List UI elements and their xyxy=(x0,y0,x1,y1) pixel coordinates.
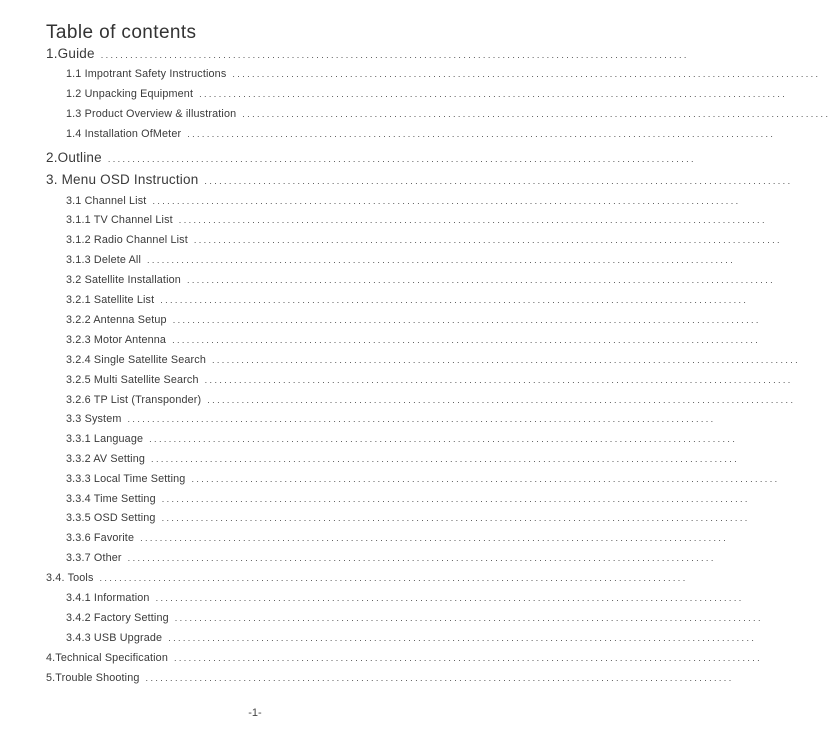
toc-entry xyxy=(66,453,740,465)
toc-entry xyxy=(46,572,688,584)
toc-dot-leader: ........................................................................................................................ xyxy=(204,176,793,186)
toc-dot-leader: ........................................................................................................................ xyxy=(161,513,750,523)
toc-entry-label: 3.2 Satellite Installation xyxy=(66,274,181,286)
toc-dot-leader: ........................................................................................................................ xyxy=(161,494,750,504)
toc-entry xyxy=(66,592,744,604)
toc-entry-label: 4.Technical Specification xyxy=(46,652,168,664)
toc-dot-leader: ........................................................................................................................ xyxy=(193,235,782,245)
toc-entry-label: 3.2.5 Multi Satellite Search xyxy=(66,374,199,386)
toc-dot-leader: ........................................................................................................................ xyxy=(152,196,741,206)
toc-entry xyxy=(46,172,793,187)
toc-entry-label: 3.3.2 AV Setting xyxy=(66,453,146,465)
toc-entry xyxy=(66,214,767,226)
toc-dot-leader: ........................................................................................................................ xyxy=(155,593,744,603)
toc-entry xyxy=(66,128,776,140)
toc-dot-leader: ........................................................................................................................ xyxy=(172,335,761,345)
toc-entry xyxy=(66,413,716,425)
toc-entry xyxy=(66,433,738,445)
toc-dot-leader: ........................................................................................................................ xyxy=(191,474,780,484)
toc-entry-label: 3.2.3 Motor Antenna xyxy=(66,334,167,346)
toc-dot-leader: ........................................................................................................................ xyxy=(207,395,796,405)
toc-dot-leader: ........................................................................................................................ xyxy=(186,275,775,285)
toc-entry-label: 3.2.6 TP List (Transponder) xyxy=(66,394,202,406)
page-title: Table of contents xyxy=(46,22,197,43)
toc-entry-label: 3.3.5 OSD Setting xyxy=(66,512,156,524)
toc-dot-leader: ........................................................................................................................ xyxy=(174,613,763,623)
toc-dot-leader: ........................................................................................................................ xyxy=(127,414,716,424)
toc-dot-leader: ........................................................................................................................ xyxy=(147,255,736,265)
toc-entry xyxy=(66,88,788,100)
toc-dot-leader: ........................................................................................................................ xyxy=(242,109,830,119)
toc-entry xyxy=(66,552,716,564)
toc-entry xyxy=(66,374,793,386)
toc-dot-leader: ........................................................................................................................ xyxy=(151,454,740,464)
toc-entry xyxy=(66,195,741,207)
toc-dot-leader: ........................................................................................................................ xyxy=(172,315,761,325)
toc-entry-label: 3. Menu OSD Instruction xyxy=(46,172,199,187)
toc-entry xyxy=(66,612,763,624)
toc-entry-label: 3.4.3 USB Upgrade xyxy=(66,632,163,644)
toc-entry-label: 3.3.3 Local Time Setting xyxy=(66,473,186,485)
toc-entry-label: 3.3 System xyxy=(66,413,122,425)
toc-entry-label: 1.2 Unpacking Equipment xyxy=(66,88,194,100)
toc-entry-label: 1.1 Impotrant Safety Instructions xyxy=(66,68,227,80)
toc-entry-label: 5.Trouble Shooting xyxy=(46,672,140,684)
toc-entry xyxy=(66,354,801,366)
toc-entry xyxy=(46,150,696,165)
toc-entry xyxy=(66,234,782,246)
toc-entry-label: 3.2.1 Satellite List xyxy=(66,294,155,306)
toc-entry-label: 1.3 Product Overview & illustration xyxy=(66,108,237,120)
toc-dot-leader: ........................................................................................................................ xyxy=(127,553,716,563)
toc-dot-leader: ........................................................................................................................ xyxy=(99,573,688,583)
toc-entry-label: 3.4.1 Information xyxy=(66,592,150,604)
toc-entry xyxy=(66,314,761,326)
toc-entry-label: 3.2.4 Single Satellite Search xyxy=(66,354,206,366)
toc-entry-label: 2.Outline xyxy=(46,150,102,165)
toc-dot-leader: ........................................................................................................................ xyxy=(212,355,801,365)
toc-entry-label: 3.1.1 TV Channel List xyxy=(66,214,173,226)
toc-entry-label: 3.3.4 Time Setting xyxy=(66,493,156,505)
page-number: -1- xyxy=(248,707,262,719)
toc-dot-leader: ........................................................................................................................ xyxy=(199,89,788,99)
toc-dot-leader: ........................................................................................................................ xyxy=(100,50,689,60)
toc-entry-label: 1.Guide xyxy=(46,46,95,61)
toc-entry xyxy=(66,68,821,80)
toc-dot-leader: ........................................................................................................................ xyxy=(145,673,734,683)
toc-dot-leader: ........................................................................................................................ xyxy=(187,129,776,139)
toc-dot-leader: ........................................................................................................................ xyxy=(204,375,793,385)
toc-entry xyxy=(66,512,750,524)
toc-entry xyxy=(66,394,796,406)
toc-entry-label: 3.3.6 Favorite xyxy=(66,532,135,544)
toc-entry-label: 3.1.2 Radio Channel List xyxy=(66,234,188,246)
toc-entry xyxy=(46,672,734,684)
toc-entry xyxy=(66,274,775,286)
toc-entry xyxy=(46,652,763,664)
toc-dot-leader: ........................................................................................................................ xyxy=(107,154,696,164)
toc-entry-label: 3.3.7 Other xyxy=(66,552,122,564)
toc-dot-leader: ........................................................................................................................ xyxy=(232,69,821,79)
toc-entry xyxy=(66,108,830,120)
toc-entry xyxy=(66,632,757,644)
toc-entry-label: 3.3.1 Language xyxy=(66,433,144,445)
toc-dot-leader: ........................................................................................................................ xyxy=(173,653,763,663)
toc-entry-label: 1.4 Installation OfMeter xyxy=(66,128,182,140)
toc-dot-leader: ........................................................................................................................ xyxy=(140,533,729,543)
toc-entry-label: 3.4. Tools xyxy=(46,572,94,584)
toc-dot-leader: ........................................................................................................................ xyxy=(178,215,767,225)
toc-dot-leader: ........................................................................................................................ xyxy=(160,295,749,305)
toc-entry xyxy=(66,473,780,485)
toc-entry-label: 3.1.3 Delete All xyxy=(66,254,142,266)
toc-entry xyxy=(66,254,736,266)
toc-dot-leader: ........................................................................................................................ xyxy=(149,434,738,444)
toc-entry xyxy=(66,294,749,306)
toc-entry xyxy=(66,334,761,346)
toc-entry-label: 3.4.2 Factory Setting xyxy=(66,612,169,624)
toc-entry xyxy=(66,493,750,505)
toc-entry xyxy=(66,532,729,544)
toc-dot-leader: ........................................................................................................................ xyxy=(168,633,757,643)
toc-entry-label: 3.2.2 Antenna Setup xyxy=(66,314,167,326)
toc-entry-label: 3.1 Channel List xyxy=(66,195,147,207)
toc-entry xyxy=(46,46,689,61)
